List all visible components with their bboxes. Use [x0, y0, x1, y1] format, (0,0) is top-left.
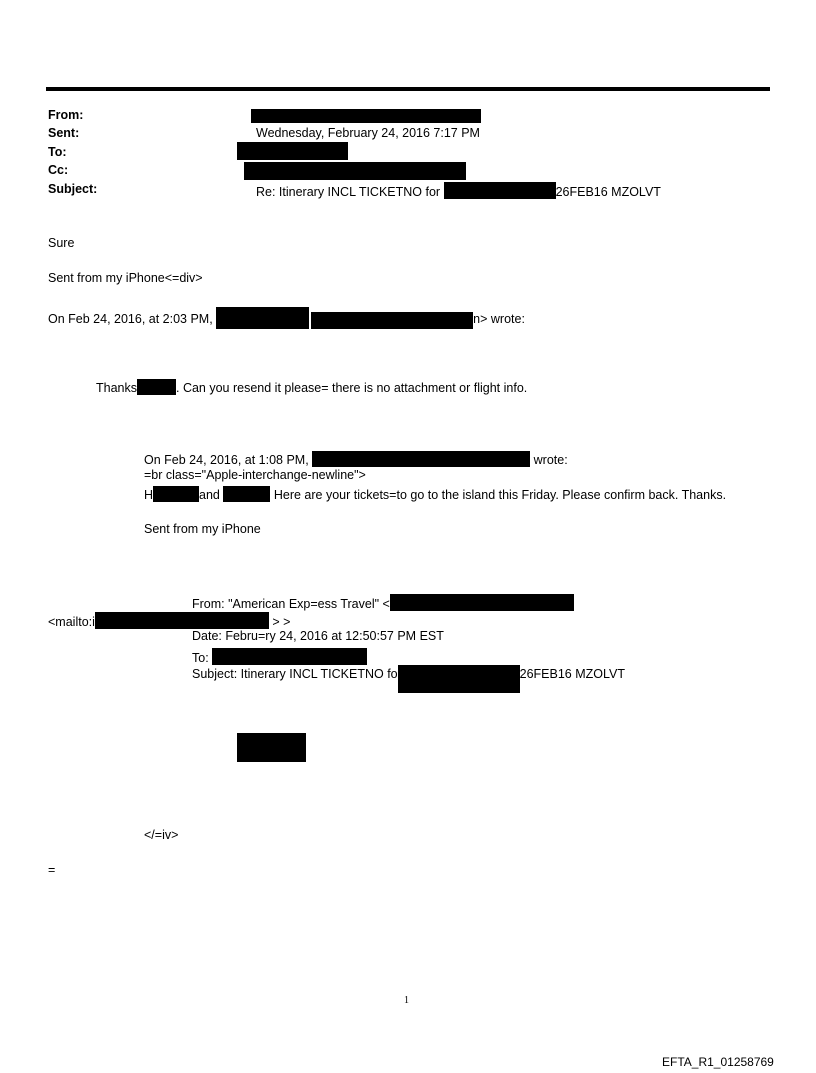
sent-label: Sent: [48, 126, 80, 140]
thanks-suffix: . Can you resend it please= there is no attachment or flight info. [176, 381, 528, 395]
subject-redaction [444, 182, 556, 199]
page-number: 1 [404, 995, 409, 1006]
fwd-subject-prefix: Subject: Itinerary INCL TICKETNO fo [192, 667, 398, 681]
thanks-line [96, 379, 527, 395]
br-line: =br class="Apple-interchange-newline"> [144, 468, 366, 482]
quote-1-header [48, 307, 525, 329]
fwd-subject [192, 665, 625, 693]
image-redaction [237, 733, 306, 762]
greeting-and: and [199, 488, 220, 502]
subject-suffix: 26FEB16 MZOLVT [555, 185, 661, 199]
greeting-redaction-1 [153, 486, 199, 502]
greeting-suffix: Here are your tickets=to go to the island this Friday. Please confirm back. Thanks. [273, 488, 727, 502]
to-redaction [237, 142, 348, 160]
fwd-mailto-text: <mailto:i [48, 615, 95, 629]
greeting-redaction-2 [223, 486, 270, 502]
fwd-date: Date: Febru=ry 24, 2016 at 12:50:57 PM EST [192, 629, 444, 643]
quote-1-suffix: n> wrote: [473, 312, 525, 326]
fwd-to-label: To: [192, 651, 209, 665]
fwd-from-redaction [390, 594, 574, 611]
fwd-to-redaction [212, 648, 367, 665]
subject-value [256, 182, 661, 199]
fwd-to [192, 648, 367, 665]
signature-1: Sent from my iPhone<=div> [48, 271, 203, 285]
reply-text: Sure [48, 236, 75, 250]
quote-1-redaction-name [216, 307, 309, 329]
header-rule [46, 87, 770, 91]
cc-label: Cc: [48, 163, 69, 177]
document-id: EFTA_R1_01258769 [662, 1055, 774, 1069]
signature-2: Sent from my iPhone [144, 522, 261, 536]
cc-redaction [244, 162, 466, 180]
to-label: To: [48, 145, 67, 159]
close-div-text: </=iv> [144, 828, 179, 842]
quote-2-prefix: On Feb 24, 2016, at 1:08 PM, [144, 453, 309, 467]
fwd-subject-suffix: 26FEB16 MZOLVT [519, 667, 625, 681]
greeting-line [144, 486, 726, 502]
from-label: From: [48, 108, 84, 122]
quote-1-prefix: On Feb 24, 2016, at 2:03 PM, [48, 312, 213, 326]
fwd-from-text: From: "American Exp=ess Travel" < [192, 597, 390, 611]
subject-prefix: Re: Itinerary INCL TICKETNO for [256, 185, 441, 199]
fwd-mailto [48, 612, 290, 629]
quote-2-suffix: wrote: [533, 453, 568, 467]
thanks-redaction [137, 379, 176, 395]
quote-2-header [144, 451, 568, 467]
equals-text: = [48, 863, 56, 877]
thanks-prefix: Thanks [96, 381, 137, 395]
fwd-mailto-redaction [95, 612, 269, 629]
from-redaction [251, 109, 481, 123]
sent-value: Wednesday, February 24, 2016 7:17 PM [256, 126, 480, 140]
quote-1-redaction-email [311, 312, 473, 329]
fwd-mailto-end: > > [272, 615, 291, 629]
fwd-from [192, 594, 574, 611]
greeting-prefix: H [144, 488, 154, 502]
subject-label: Subject: [48, 182, 98, 196]
quote-2-redaction [312, 451, 530, 467]
fwd-subject-redaction [398, 665, 520, 693]
